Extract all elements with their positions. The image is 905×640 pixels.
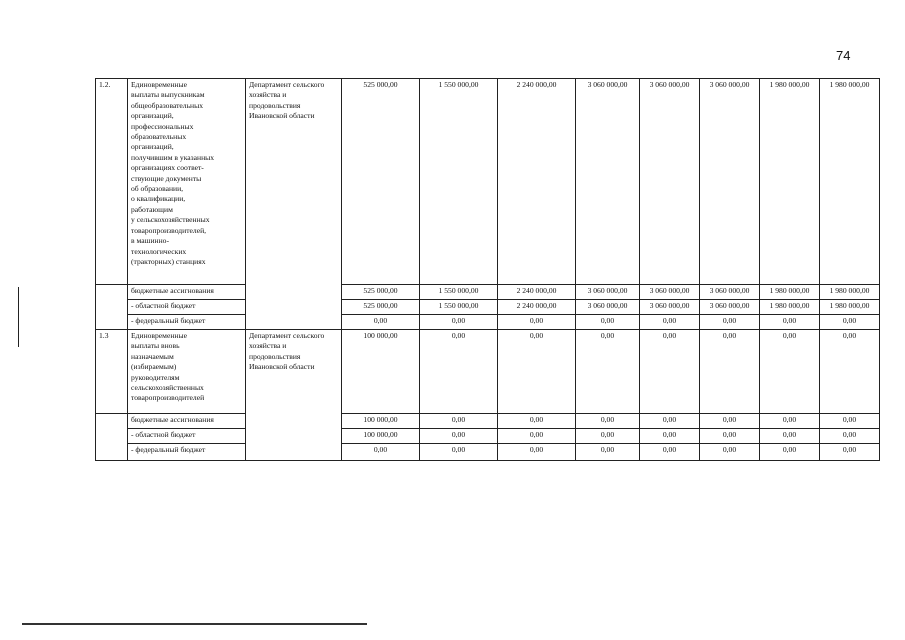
value-cell: 3 060 000,00: [640, 300, 700, 315]
value-cell: 0,00: [498, 444, 576, 461]
value-cell: 0,00: [576, 330, 640, 414]
value-cell: 0,00: [498, 330, 576, 414]
value-cell: 1 550 000,00: [420, 300, 498, 315]
value-cell: 1 980 000,00: [760, 285, 820, 300]
value-cell: 0,00: [820, 429, 880, 444]
item-name: Единовременные выплаты выпускникам общеобразовательных организаций, профессиональных образовательных организаций, получившим в указанных организациях соответ- ствующие документы об образовании, о квалификации, работающим у сельскохозяйственных товаропроизводителей, в машинно- технологических (тракторных) станциях: [128, 79, 246, 285]
value-cell: 525 000,00: [342, 285, 420, 300]
item-name: - федеральный бюджет: [128, 315, 246, 330]
value-cell: 0,00: [760, 414, 820, 429]
value-cell: 0,00: [420, 444, 498, 461]
value-cell: 3 060 000,00: [700, 300, 760, 315]
page-number: 74: [836, 48, 851, 63]
value-cell: 2 240 000,00: [498, 79, 576, 285]
value-cell: 0,00: [760, 330, 820, 414]
value-cell: 0,00: [420, 414, 498, 429]
value-cell: 3 060 000,00: [576, 285, 640, 300]
table-row: [96, 444, 880, 461]
item-name: - областной бюджет: [128, 429, 246, 444]
item-number-empty: [96, 414, 128, 461]
value-cell: 0,00: [640, 429, 700, 444]
table-row: [96, 79, 880, 285]
item-name: - областной бюджет: [128, 300, 246, 315]
margin-mark: [18, 287, 19, 347]
value-cell: 525 000,00: [342, 300, 420, 315]
value-cell: 0,00: [640, 414, 700, 429]
item-number: 1.2.: [96, 79, 128, 285]
table-row: [96, 330, 880, 414]
item-name: - федеральный бюджет: [128, 444, 246, 461]
value-cell: 3 060 000,00: [700, 79, 760, 285]
value-cell: 0,00: [342, 315, 420, 330]
value-cell: 100 000,00: [342, 429, 420, 444]
table-row: [96, 414, 880, 429]
value-cell: 1 980 000,00: [760, 300, 820, 315]
value-cell: 0,00: [820, 315, 880, 330]
value-cell: 0,00: [342, 444, 420, 461]
value-cell: 0,00: [820, 414, 880, 429]
value-cell: 3 060 000,00: [700, 285, 760, 300]
table-row: [96, 300, 880, 315]
value-cell: 0,00: [820, 330, 880, 414]
value-cell: 0,00: [700, 330, 760, 414]
value-cell: 0,00: [640, 330, 700, 414]
value-cell: 0,00: [420, 315, 498, 330]
value-cell: 0,00: [760, 429, 820, 444]
value-cell: 3 060 000,00: [640, 79, 700, 285]
value-cell: 3 060 000,00: [576, 79, 640, 285]
table-row: [96, 429, 880, 444]
value-cell: 0,00: [420, 330, 498, 414]
item-name: Единовременные выплаты вновь назначаемым (избираемым) руководителям сельскохозяйственных товаропроизводителей: [128, 330, 246, 414]
value-cell: 0,00: [640, 444, 700, 461]
value-cell: 0,00: [700, 429, 760, 444]
value-cell: 2 240 000,00: [498, 285, 576, 300]
department-cell: Департамент сельского хозяйства и продовольствия Ивановской области: [246, 330, 342, 461]
item-name: бюджетные ассигнования: [128, 285, 246, 300]
value-cell: 0,00: [700, 315, 760, 330]
value-cell: 0,00: [576, 444, 640, 461]
value-cell: 2 240 000,00: [498, 300, 576, 315]
value-cell: 0,00: [576, 315, 640, 330]
item-name: бюджетные ассигнования: [128, 414, 246, 429]
bottom-rule: [22, 623, 367, 625]
value-cell: 1 980 000,00: [820, 79, 880, 285]
item-number: 1.3: [96, 330, 128, 414]
value-cell: 100 000,00: [342, 330, 420, 414]
value-cell: 1 550 000,00: [420, 79, 498, 285]
table-row: [96, 285, 880, 300]
value-cell: 100 000,00: [342, 414, 420, 429]
budget-table: [95, 78, 880, 461]
value-cell: 0,00: [700, 414, 760, 429]
value-cell: 525 000,00: [342, 79, 420, 285]
value-cell: 0,00: [576, 414, 640, 429]
value-cell: 1 980 000,00: [820, 300, 880, 315]
value-cell: 0,00: [576, 429, 640, 444]
value-cell: 3 060 000,00: [576, 300, 640, 315]
table-row: [96, 315, 880, 330]
value-cell: 0,00: [700, 444, 760, 461]
value-cell: 0,00: [640, 315, 700, 330]
value-cell: 0,00: [498, 315, 576, 330]
value-cell: 3 060 000,00: [640, 285, 700, 300]
value-cell: 0,00: [498, 429, 576, 444]
value-cell: 1 980 000,00: [760, 79, 820, 285]
value-cell: 0,00: [498, 414, 576, 429]
value-cell: 1 980 000,00: [820, 285, 880, 300]
value-cell: 0,00: [420, 429, 498, 444]
item-number-empty: [96, 285, 128, 330]
value-cell: 0,00: [760, 315, 820, 330]
value-cell: 0,00: [820, 444, 880, 461]
department-cell: Департамент сельского хозяйства и продовольствия Ивановской области: [246, 79, 342, 330]
value-cell: 1 550 000,00: [420, 285, 498, 300]
value-cell: 0,00: [760, 444, 820, 461]
